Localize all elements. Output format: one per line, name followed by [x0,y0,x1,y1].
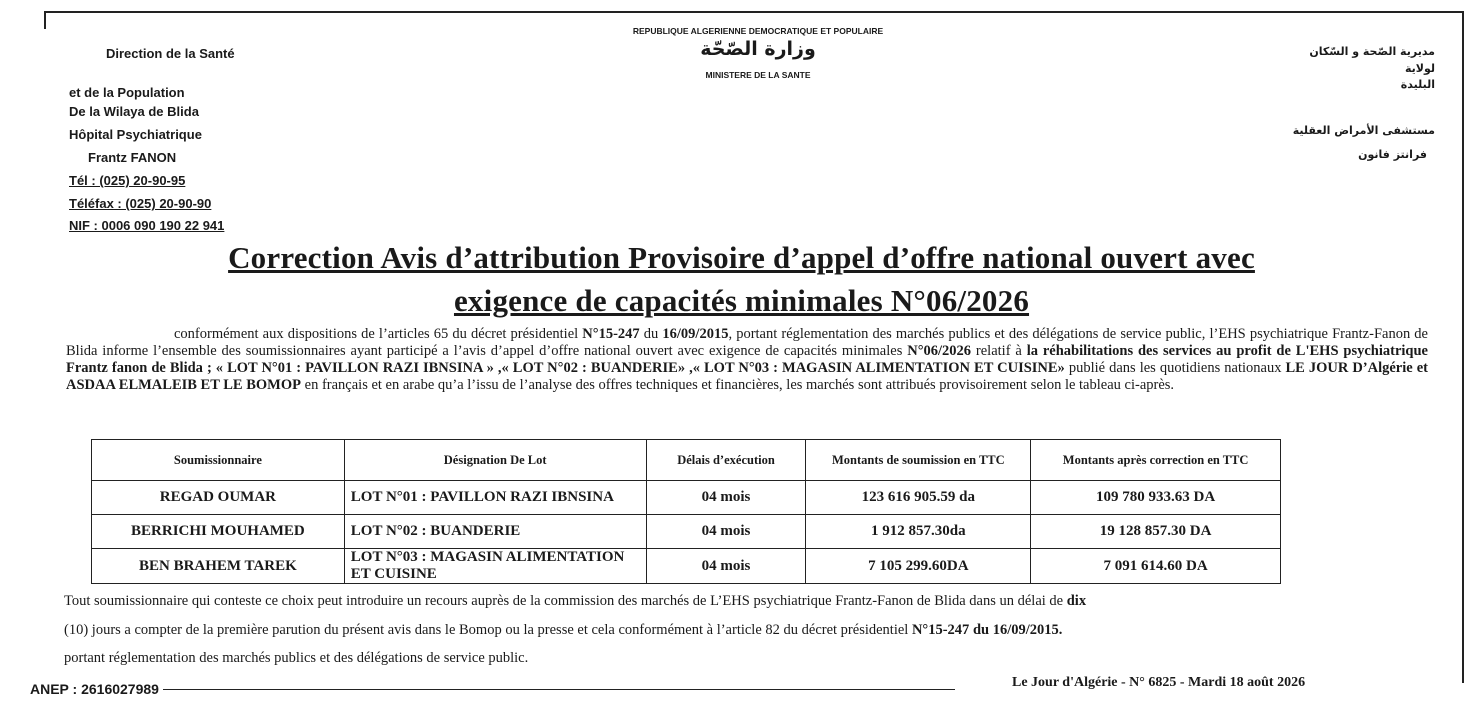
frame-top-border [44,11,1464,13]
table-header-row [92,440,1281,481]
recourse-ten: (10) [64,622,89,638]
body-p1-pub: publié dans les quotidiens nationaux [1064,360,1286,376]
header-ministry-fr: MINISTERE DE LA SANTE [705,70,811,80]
header-ministry-ar: وزارة الصّحّة [700,38,816,60]
header-nif: NIF : 0006 090 190 22 941 [69,218,225,233]
recourse-decree: N°15-247 [911,622,970,638]
table-row [92,481,1281,515]
col-header-montant-correction: Montants après correction en TTC [1031,440,1281,481]
header-fax: Téléfax : (025) 20-90-90 [69,196,212,211]
cell-designation: LOT N°01 : PAVILLON RAZI IBNSINA [344,481,646,515]
header-ar-blida: البليدة [1400,78,1435,91]
cell-soumissionnaire: BEN BRAHEM TAREK [92,549,345,584]
body-decree-date: 16/09/2015 [662,326,729,342]
newspaper-source: Le Jour d'Algérie - N° 6825 - Mardi 18 août 2026 [1012,675,1306,690]
table-row [92,549,1281,584]
recourse-line1 [64,593,1444,610]
body-decree-number: N°15-247 [582,326,640,342]
notice-body [66,326,1428,394]
frame-left-border [44,11,46,29]
recourse-date: du 16/09/2015. [969,622,1063,638]
body-p1: conformément aux dispositions de l’articles 65 du décret présidentiel [174,326,583,342]
anep-number: ANEP : 2616027989 [30,681,163,697]
cell-designation: LOT N°02 : BUANDERIE [344,515,646,549]
cell-montant-soumission: 1 912 857.30da [806,515,1031,549]
cell-soumissionnaire: BERRICHI MOUHAMED [92,515,345,549]
header-ar-hopital: مستشفى الأمراض العقلية [1292,124,1435,137]
cell-soumissionnaire: REGAD OUMAR [92,481,345,515]
body-tender-number: N°06/2026 [907,343,972,359]
anep-rule [30,689,955,690]
header-wilaya: De la Wilaya de Blida [69,104,199,119]
cell-delais: 04 mois [646,515,806,549]
attribution-table [91,439,1281,584]
notice-title-line1: Correction Avis d’attribution Provisoire d’appel d’offre national ouvert avec [228,240,1255,275]
cell-delais: 04 mois [646,481,806,515]
header-population: et de la Population [69,85,185,100]
cell-montant-soumission: 123 616 905.59 da [806,481,1031,515]
cell-montant-correction: 109 780 933.63 DA [1031,481,1281,515]
recourse-text-2: jours a compter de la première parution du présent avis dans le Bomop ou la presse et cela conformément à l’article 82 du décret présidentiel [88,622,912,638]
cell-montant-correction: 7 091 614.60 DA [1031,549,1281,584]
table-row [92,515,1281,549]
body-newspapers: LE JOUR D’Algérie et ASDAA ELMALEIB ET LE BOMOP [66,360,1428,393]
col-header-delais: Délais d’exécution [646,440,806,481]
cell-montant-correction: 19 128 857.30 DA [1031,515,1281,549]
col-header-designation: Désignation De Lot [344,440,646,481]
header-ar-wilaya: لولاية [1404,62,1435,75]
header-ar-direction: مديرية الصّحة و السّكان [1309,45,1435,58]
header-ar-frantz-fanon: فرانتز فانون [1358,148,1427,161]
col-header-montant-soumission: Montants de soumission en TTC [806,440,1031,481]
header-tel: Tél : (025) 20-90-95 [69,173,186,188]
notice-title-line2: exigence de capacités minimales N°06/2026 [453,283,1030,318]
col-header-soumissionnaire: Soumissionnaire [92,440,345,481]
recourse-text-1: Tout soumissionnaire qui conteste ce choix peut introduire un recours auprès de la commission des marchés de L’EHS psychiatrique Frantz-Fanon de Blida dans un délai de [64,593,1067,609]
header-direction: Direction de la Santé [106,46,235,61]
recourse-line2 [64,622,1444,639]
cell-delais: 04 mois [646,549,806,584]
body-p1-rel: relatif à [971,343,1027,359]
body-p1-cont: , portant réglementation des marchés publics et des délégations de service public, l’EHS psychiatrique Frantz-Fanon de Blida informe l’ensemble des soumissionnaires ayant participé a l’avis d’appel d’offre national ouvert avec exigence de capacités minimales [66,326,1428,359]
recourse-dix: dix [1066,593,1087,609]
header-hopital: Hôpital Psychiatrique [69,127,202,142]
header-frantz-fanon: Frantz FANON [88,150,177,165]
body-p1-end: en français et en arabe qu’a l’issu de l’analyse des offres techniques et financières, les marchés sont attribués provisoirement selon le tableau ci-après. [301,377,1175,393]
frame-right-border [1462,11,1464,683]
body-p1-mid: du [639,326,663,342]
cell-montant-soumission: 7 105 299.60DA [806,549,1031,584]
cell-designation: LOT N°03 : MAGASIN ALIMENTATION ET CUISINE [344,549,646,584]
recourse-line3: portant réglementation des marchés publics et des délégations de service public. [64,650,529,666]
header-republic: REPUBLIQUE ALGERIENNE DEMOCRATIQUE ET POPULAIRE [632,26,884,36]
body-lots: la réhabilitations des services au profit de L'EHS psychiatrique Frantz fanon de Blida ; « LOT N°01 : PAVILLON RAZI IBNSINA » ,« LOT N°02 : BUANDERIE» ,« LOT N°03 : MAGASIN ALIMENTATION ET CUISINE» [66,343,1428,376]
